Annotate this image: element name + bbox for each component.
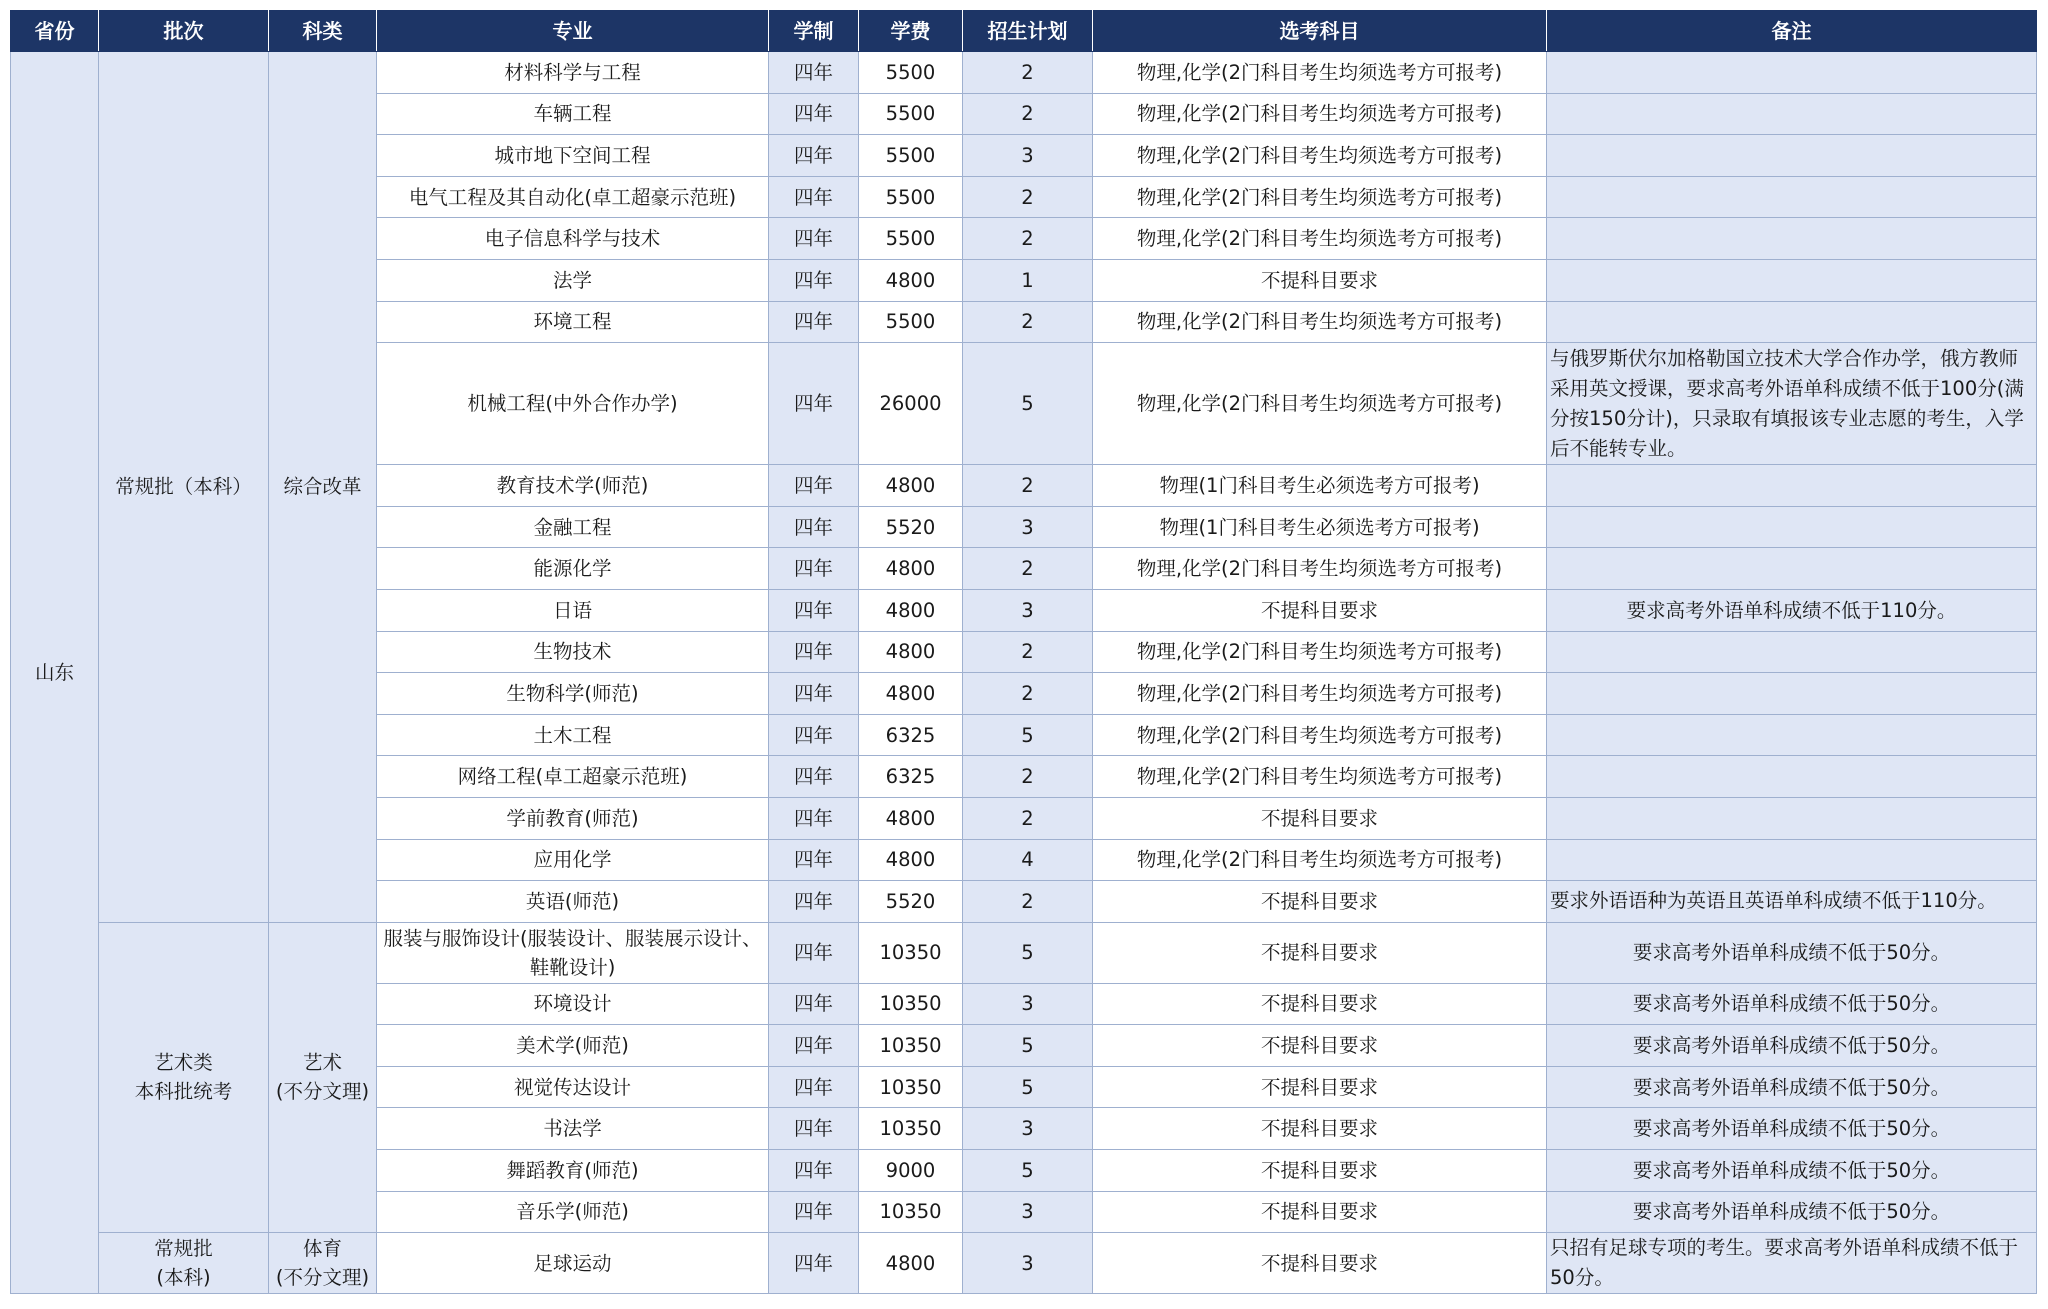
subjects-cell: 物理,化学(2门科目考生均须选考方可报考)	[1093, 176, 1547, 218]
header-plan: 招生计划	[963, 11, 1093, 52]
note-cell	[1547, 259, 2037, 301]
plan-cell: 5	[963, 922, 1093, 983]
fee-cell: 10350	[859, 1066, 963, 1108]
subjects-cell: 物理,化学(2门科目考生均须选考方可报考)	[1093, 714, 1547, 756]
subjects-cell: 不提科目要求	[1093, 1191, 1547, 1233]
category-cell	[269, 1233, 377, 1294]
major-cell: 舞蹈教育(师范)	[377, 1150, 769, 1192]
plan-cell: 2	[963, 797, 1093, 839]
fee-cell: 26000	[859, 343, 963, 465]
header-batch: 批次	[99, 11, 269, 52]
note-cell	[1547, 93, 2037, 135]
note-cell: 要求高考外语单科成绩不低于50分。	[1547, 1108, 2037, 1150]
years-cell: 四年	[769, 1108, 859, 1150]
note-cell	[1547, 673, 2037, 715]
header-major: 专业	[377, 11, 769, 52]
fee-cell: 5500	[859, 93, 963, 135]
fee-cell: 4800	[859, 465, 963, 507]
fee-cell: 6325	[859, 714, 963, 756]
note-cell: 要求高考外语单科成绩不低于50分。	[1547, 1150, 2037, 1192]
fee-cell: 4800	[859, 839, 963, 881]
fee-cell: 10350	[859, 922, 963, 983]
note-cell	[1547, 506, 2037, 548]
plan-cell: 2	[963, 881, 1093, 923]
fee-cell: 5500	[859, 218, 963, 260]
major-cell: 土木工程	[377, 714, 769, 756]
subjects-cell: 物理,化学(2门科目考生均须选考方可报考)	[1093, 93, 1547, 135]
table-row	[11, 1233, 2037, 1294]
years-cell: 四年	[769, 176, 859, 218]
province-cell: 山东	[11, 52, 99, 1294]
major-cell: 日语	[377, 589, 769, 631]
major-cell: 服装与服饰设计(服装设计、服装展示设计、鞋靴设计)	[377, 922, 769, 983]
note-cell	[1547, 52, 2037, 94]
admission-plan-table	[10, 10, 2037, 1294]
fee-cell: 9000	[859, 1150, 963, 1192]
years-cell: 四年	[769, 589, 859, 631]
fee-cell: 5520	[859, 506, 963, 548]
major-cell: 法学	[377, 259, 769, 301]
fee-cell: 4800	[859, 259, 963, 301]
header-province: 省份	[11, 11, 99, 52]
plan-cell: 5	[963, 714, 1093, 756]
years-cell: 四年	[769, 259, 859, 301]
plan-cell: 1	[963, 259, 1093, 301]
plan-cell: 3	[963, 506, 1093, 548]
subjects-cell: 不提科目要求	[1093, 983, 1547, 1025]
years-cell: 四年	[769, 343, 859, 465]
fee-cell: 4800	[859, 673, 963, 715]
years-cell: 四年	[769, 1191, 859, 1233]
plan-cell: 5	[963, 1025, 1093, 1067]
major-cell: 车辆工程	[377, 93, 769, 135]
major-cell: 书法学	[377, 1108, 769, 1150]
major-cell: 能源化学	[377, 548, 769, 590]
years-cell: 四年	[769, 93, 859, 135]
note-cell: 与俄罗斯伏尔加格勒国立技术大学合作办学，俄方教师采用英文授课，要求高考外语单科成绩不低于100分(满分按150分计)，只录取有填报该专业志愿的考生，入学后不能转专业。	[1547, 343, 2037, 465]
plan-cell: 2	[963, 756, 1093, 798]
major-cell: 教育技术学(师范)	[377, 465, 769, 507]
note-cell	[1547, 756, 2037, 798]
subjects-cell: 物理,化学(2门科目考生均须选考方可报考)	[1093, 135, 1547, 177]
note-cell	[1547, 135, 2037, 177]
cell-line: (不分文理)	[275, 1266, 370, 1290]
subjects-cell: 物理,化学(2门科目考生均须选考方可报考)	[1093, 52, 1547, 94]
note-cell: 只招有足球专项的考生。要求高考外语单科成绩不低于50分。	[1547, 1233, 2037, 1294]
fee-cell: 4800	[859, 797, 963, 839]
major-cell: 金融工程	[377, 506, 769, 548]
fee-cell: 5500	[859, 52, 963, 94]
years-cell: 四年	[769, 797, 859, 839]
cell-line: (不分文理)	[275, 1080, 370, 1104]
subjects-cell: 不提科目要求	[1093, 1025, 1547, 1067]
fee-cell: 5500	[859, 301, 963, 343]
major-cell: 电子信息科学与技术	[377, 218, 769, 260]
fee-cell: 5520	[859, 881, 963, 923]
note-cell	[1547, 714, 2037, 756]
fee-cell: 6325	[859, 756, 963, 798]
batch-cell: 常规批（本科）	[99, 52, 269, 923]
plan-cell: 2	[963, 93, 1093, 135]
note-cell	[1547, 548, 2037, 590]
subjects-cell: 不提科目要求	[1093, 1150, 1547, 1192]
note-cell	[1547, 839, 2037, 881]
major-cell: 应用化学	[377, 839, 769, 881]
cell-line: 体育	[302, 1237, 342, 1261]
plan-cell: 3	[963, 983, 1093, 1025]
fee-cell: 5500	[859, 135, 963, 177]
note-cell: 要求高考外语单科成绩不低于50分。	[1547, 1066, 2037, 1108]
major-cell: 环境工程	[377, 301, 769, 343]
plan-cell: 2	[963, 465, 1093, 507]
header-fee: 学费	[859, 11, 963, 52]
major-cell: 音乐学(师范)	[377, 1191, 769, 1233]
subjects-cell: 物理,化学(2门科目考生均须选考方可报考)	[1093, 756, 1547, 798]
plan-cell: 5	[963, 1150, 1093, 1192]
plan-cell: 5	[963, 1066, 1093, 1108]
plan-cell: 5	[963, 343, 1093, 465]
plan-cell: 2	[963, 301, 1093, 343]
major-cell: 环境设计	[377, 983, 769, 1025]
years-cell: 四年	[769, 506, 859, 548]
header-note: 备注	[1547, 11, 2037, 52]
note-cell	[1547, 797, 2037, 839]
subjects-cell: 不提科目要求	[1093, 881, 1547, 923]
plan-cell: 3	[963, 135, 1093, 177]
subjects-cell: 物理(1门科目考生必须选考方可报考)	[1093, 465, 1547, 507]
fee-cell: 10350	[859, 1025, 963, 1067]
years-cell: 四年	[769, 465, 859, 507]
subjects-cell: 不提科目要求	[1093, 1108, 1547, 1150]
subjects-cell: 物理,化学(2门科目考生均须选考方可报考)	[1093, 673, 1547, 715]
plan-cell: 2	[963, 176, 1093, 218]
years-cell: 四年	[769, 631, 859, 673]
category-cell	[269, 922, 377, 1233]
major-cell: 生物科学(师范)	[377, 673, 769, 715]
years-cell: 四年	[769, 135, 859, 177]
note-cell: 要求高考外语单科成绩不低于50分。	[1547, 1025, 2037, 1067]
cell-line: (本科)	[156, 1266, 211, 1290]
fee-cell: 10350	[859, 1108, 963, 1150]
plan-cell: 3	[963, 1191, 1093, 1233]
header-category: 科类	[269, 11, 377, 52]
subjects-cell: 物理,化学(2门科目考生均须选考方可报考)	[1093, 839, 1547, 881]
plan-cell: 2	[963, 631, 1093, 673]
fee-cell: 5500	[859, 176, 963, 218]
major-cell: 电气工程及其自动化(卓工超豪示范班)	[377, 176, 769, 218]
years-cell: 四年	[769, 301, 859, 343]
fee-cell: 10350	[859, 983, 963, 1025]
years-cell: 四年	[769, 1066, 859, 1108]
years-cell: 四年	[769, 922, 859, 983]
years-cell: 四年	[769, 983, 859, 1025]
subjects-cell: 物理(1门科目考生必须选考方可报考)	[1093, 506, 1547, 548]
subjects-cell: 不提科目要求	[1093, 589, 1547, 631]
major-cell: 视觉传达设计	[377, 1066, 769, 1108]
fee-cell: 4800	[859, 589, 963, 631]
category-cell: 综合改革	[269, 52, 377, 923]
plan-cell: 2	[963, 218, 1093, 260]
years-cell: 四年	[769, 756, 859, 798]
batch-cell	[99, 922, 269, 1233]
major-cell: 材料科学与工程	[377, 52, 769, 94]
years-cell: 四年	[769, 1150, 859, 1192]
years-cell: 四年	[769, 881, 859, 923]
plan-cell: 2	[963, 52, 1093, 94]
plan-cell: 3	[963, 589, 1093, 631]
years-cell: 四年	[769, 1233, 859, 1294]
major-cell: 学前教育(师范)	[377, 797, 769, 839]
note-cell: 要求高考外语单科成绩不低于50分。	[1547, 1191, 2037, 1233]
subjects-cell: 不提科目要求	[1093, 797, 1547, 839]
major-cell: 英语(师范)	[377, 881, 769, 923]
note-cell: 要求外语语种为英语且英语单科成绩不低于110分。	[1547, 881, 2037, 923]
fee-cell: 10350	[859, 1191, 963, 1233]
cell-line: 艺术类	[154, 1051, 213, 1075]
years-cell: 四年	[769, 839, 859, 881]
header-subjects: 选考科目	[1093, 11, 1547, 52]
note-cell	[1547, 465, 2037, 507]
plan-cell: 2	[963, 548, 1093, 590]
note-cell	[1547, 176, 2037, 218]
fee-cell: 4800	[859, 1233, 963, 1294]
batch-cell	[99, 1233, 269, 1294]
major-cell: 城市地下空间工程	[377, 135, 769, 177]
fee-cell: 4800	[859, 548, 963, 590]
cell-line: 常规批	[154, 1237, 213, 1261]
cell-line: 艺术	[302, 1051, 342, 1075]
major-cell: 足球运动	[377, 1233, 769, 1294]
years-cell: 四年	[769, 1025, 859, 1067]
years-cell: 四年	[769, 218, 859, 260]
subjects-cell: 物理,化学(2门科目考生均须选考方可报考)	[1093, 343, 1547, 465]
years-cell: 四年	[769, 548, 859, 590]
table-row	[11, 52, 2037, 94]
plan-cell: 4	[963, 839, 1093, 881]
major-cell: 生物技术	[377, 631, 769, 673]
plan-cell: 3	[963, 1233, 1093, 1294]
subjects-cell: 不提科目要求	[1093, 1233, 1547, 1294]
subjects-cell: 不提科目要求	[1093, 259, 1547, 301]
years-cell: 四年	[769, 52, 859, 94]
years-cell: 四年	[769, 714, 859, 756]
plan-cell: 3	[963, 1108, 1093, 1150]
note-cell	[1547, 301, 2037, 343]
note-cell	[1547, 631, 2037, 673]
header-years: 学制	[769, 11, 859, 52]
note-cell: 要求高考外语单科成绩不低于50分。	[1547, 983, 2037, 1025]
cell-line: 本科批统考	[134, 1080, 233, 1104]
subjects-cell: 不提科目要求	[1093, 922, 1547, 983]
note-cell	[1547, 218, 2037, 260]
years-cell: 四年	[769, 673, 859, 715]
note-cell: 要求高考外语单科成绩不低于50分。	[1547, 922, 2037, 983]
subjects-cell: 物理,化学(2门科目考生均须选考方可报考)	[1093, 548, 1547, 590]
subjects-cell: 物理,化学(2门科目考生均须选考方可报考)	[1093, 301, 1547, 343]
major-cell: 网络工程(卓工超豪示范班)	[377, 756, 769, 798]
subjects-cell: 物理,化学(2门科目考生均须选考方可报考)	[1093, 218, 1547, 260]
header-row	[11, 11, 2037, 52]
subjects-cell: 不提科目要求	[1093, 1066, 1547, 1108]
table-row	[11, 922, 2037, 983]
fee-cell: 4800	[859, 631, 963, 673]
subjects-cell: 物理,化学(2门科目考生均须选考方可报考)	[1093, 631, 1547, 673]
major-cell: 美术学(师范)	[377, 1025, 769, 1067]
note-cell: 要求高考外语单科成绩不低于110分。	[1547, 589, 2037, 631]
plan-cell: 2	[963, 673, 1093, 715]
major-cell: 机械工程(中外合作办学)	[377, 343, 769, 465]
